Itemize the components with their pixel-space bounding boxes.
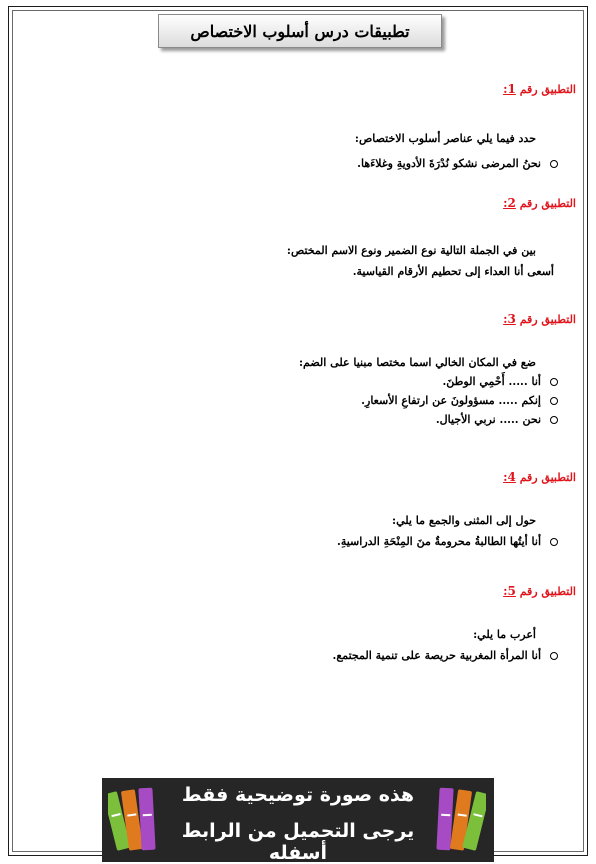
section-4 <box>56 470 576 548</box>
section-2-number: 2: <box>503 196 516 210</box>
section-5-bullet-1-text: أنا المرأة المغربية حريصة على تنمية المجتمع. <box>332 649 541 662</box>
section-1-bullet-1 <box>56 157 558 170</box>
section-3-bullet-1-text: أنا ..... أَحْمِي الوطنَ. <box>442 375 541 388</box>
section-4-label: التطبيق رقم <box>519 471 576 484</box>
section-2-instruction: بين في الجملة التالية نوع الضمير ونوع الاسم المختص: <box>286 244 536 257</box>
circle-bullet-icon <box>550 397 558 405</box>
section-3 <box>56 312 576 426</box>
section-3-bullet-2 <box>56 394 558 407</box>
section-4-instruction: حول إلى المثنى والجمع ما يلي: <box>392 514 536 527</box>
section-5-title <box>56 584 576 598</box>
section-4-number: 4: <box>503 470 516 484</box>
page-title <box>158 14 442 48</box>
section-5 <box>56 584 576 662</box>
circle-bullet-icon <box>550 378 558 386</box>
section-1-number: 1: <box>503 82 516 96</box>
download-banner <box>102 778 494 862</box>
circle-bullet-icon <box>550 160 558 168</box>
books-right-icon <box>434 784 486 856</box>
section-3-bullet-3 <box>56 413 558 426</box>
circle-bullet-icon <box>550 652 558 660</box>
section-2-sentence: أسعى أنا العداء إلى تحطيم الأرقام القياسية. <box>352 265 554 278</box>
banner-line-2: يرجى التحميل من الرابط أسفله <box>181 820 415 864</box>
section-5-bullet-1 <box>56 649 558 662</box>
section-3-title <box>56 312 576 326</box>
section-2-label: التطبيق رقم <box>519 197 576 210</box>
circle-bullet-icon <box>550 538 558 546</box>
section-3-bullet-1 <box>56 375 558 388</box>
section-4-title <box>56 470 576 484</box>
page-title-text: تطبيقات درس أسلوب الاختصاص <box>190 21 410 41</box>
section-5-number: 5: <box>503 584 516 598</box>
section-3-label: التطبيق رقم <box>519 313 576 326</box>
section-1-label: التطبيق رقم <box>519 83 576 96</box>
section-3-bullet-3-text: نحن ..... نربي الأجيال. <box>435 413 541 426</box>
section-2-title <box>56 196 576 210</box>
section-1-bullet-1-text: نحنُ المرضى نشكو نُدْرَةَ الأدويةِ وغلاءَها. <box>357 157 541 170</box>
section-5-instruction: أعرب ما يلي: <box>473 628 536 641</box>
banner-line-1: هذه صورة توضيحية فقط <box>181 784 415 806</box>
section-1 <box>56 82 576 170</box>
section-4-bullet-1-text: أنا أيتُها الطالبةُ محرومةٌ منَ المِنْحَةِ الدراسيةِ. <box>337 535 541 548</box>
circle-bullet-icon <box>550 416 558 424</box>
section-1-instruction: حدد فيما يلي عناصر أسلوب الاختصاص: <box>354 132 536 145</box>
section-3-bullet-2-text: إنكم ..... مسؤولونَ عن ارتفاعِ الأسعارِ. <box>361 394 541 407</box>
section-1-title <box>56 82 576 96</box>
section-5-label: التطبيق رقم <box>519 585 576 598</box>
section-2 <box>56 196 576 278</box>
books-left-icon <box>108 784 160 856</box>
section-3-instruction: ضع في المكان الخالي اسما مختصا مبنيا على الضم: <box>299 356 536 369</box>
section-3-number: 3: <box>503 312 516 326</box>
section-4-bullet-1 <box>56 535 558 548</box>
